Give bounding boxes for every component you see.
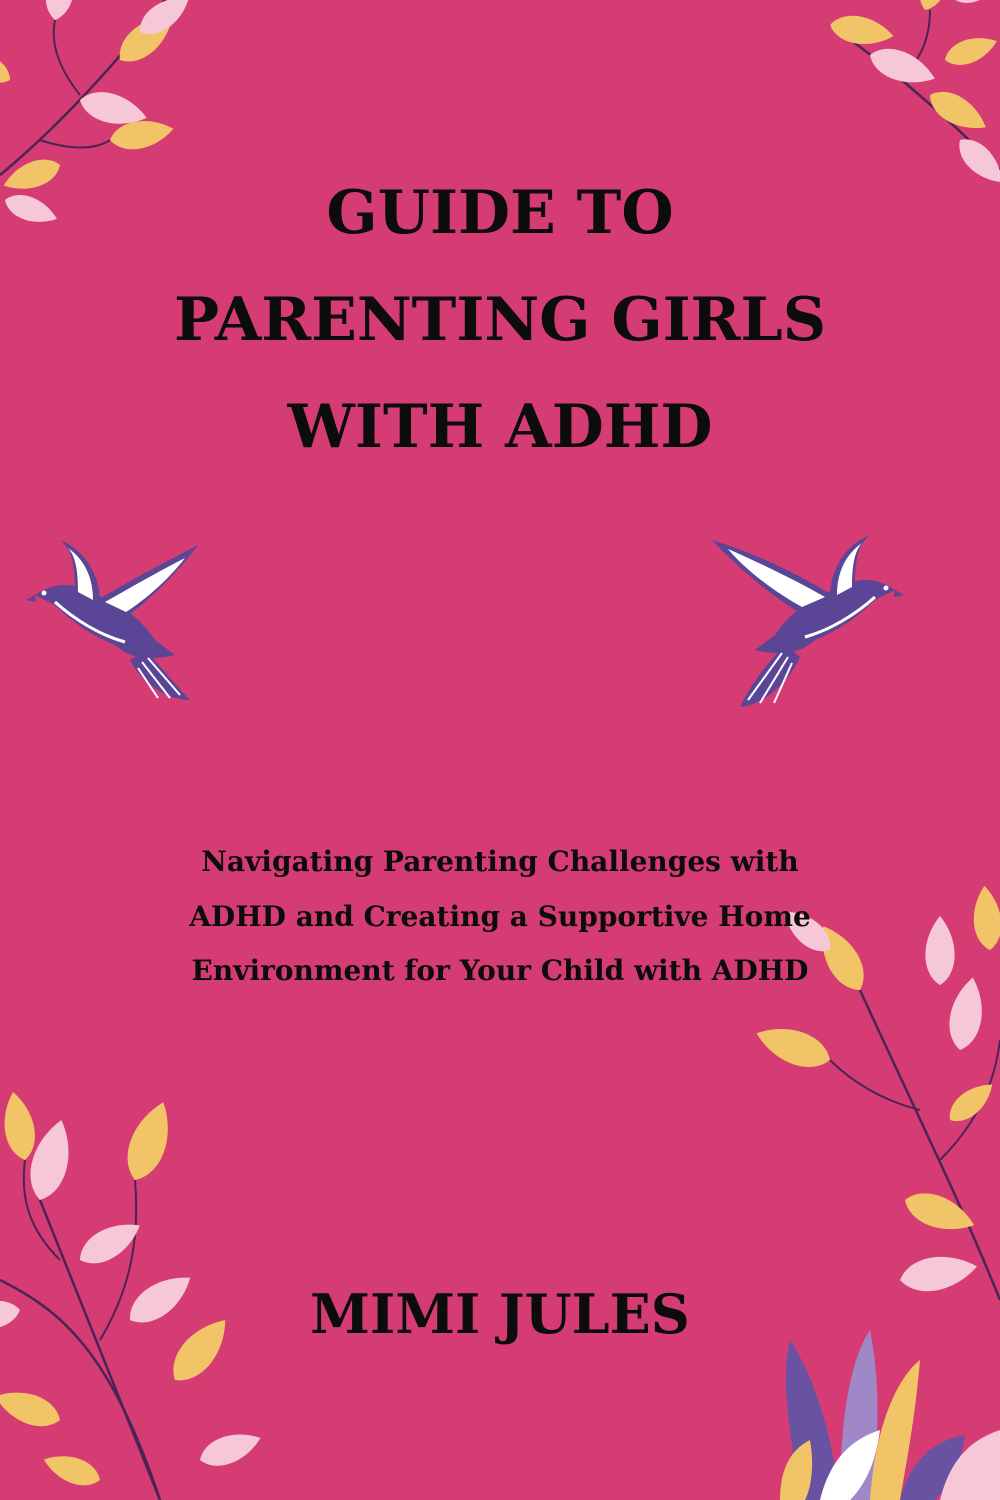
title-line: GUIDE TO	[326, 178, 674, 248]
book-subtitle	[80, 835, 920, 999]
dove-icon	[712, 535, 904, 707]
subtitle-line: ADHD and Creating a Supportive Home	[189, 899, 811, 933]
title-line: WITH ADHD	[287, 391, 713, 462]
dove-icon	[26, 540, 198, 700]
subtitle-line: Environment for Your Child with ADHD	[191, 954, 809, 988]
author-name: MIMI JULES	[310, 1282, 690, 1346]
title-line: PARENTING GIRLS	[173, 284, 827, 355]
subtitle-line: Navigating Parenting Challenges with	[201, 845, 799, 878]
book-title	[100, 160, 900, 480]
flower-icon	[780, 1330, 1000, 1500]
